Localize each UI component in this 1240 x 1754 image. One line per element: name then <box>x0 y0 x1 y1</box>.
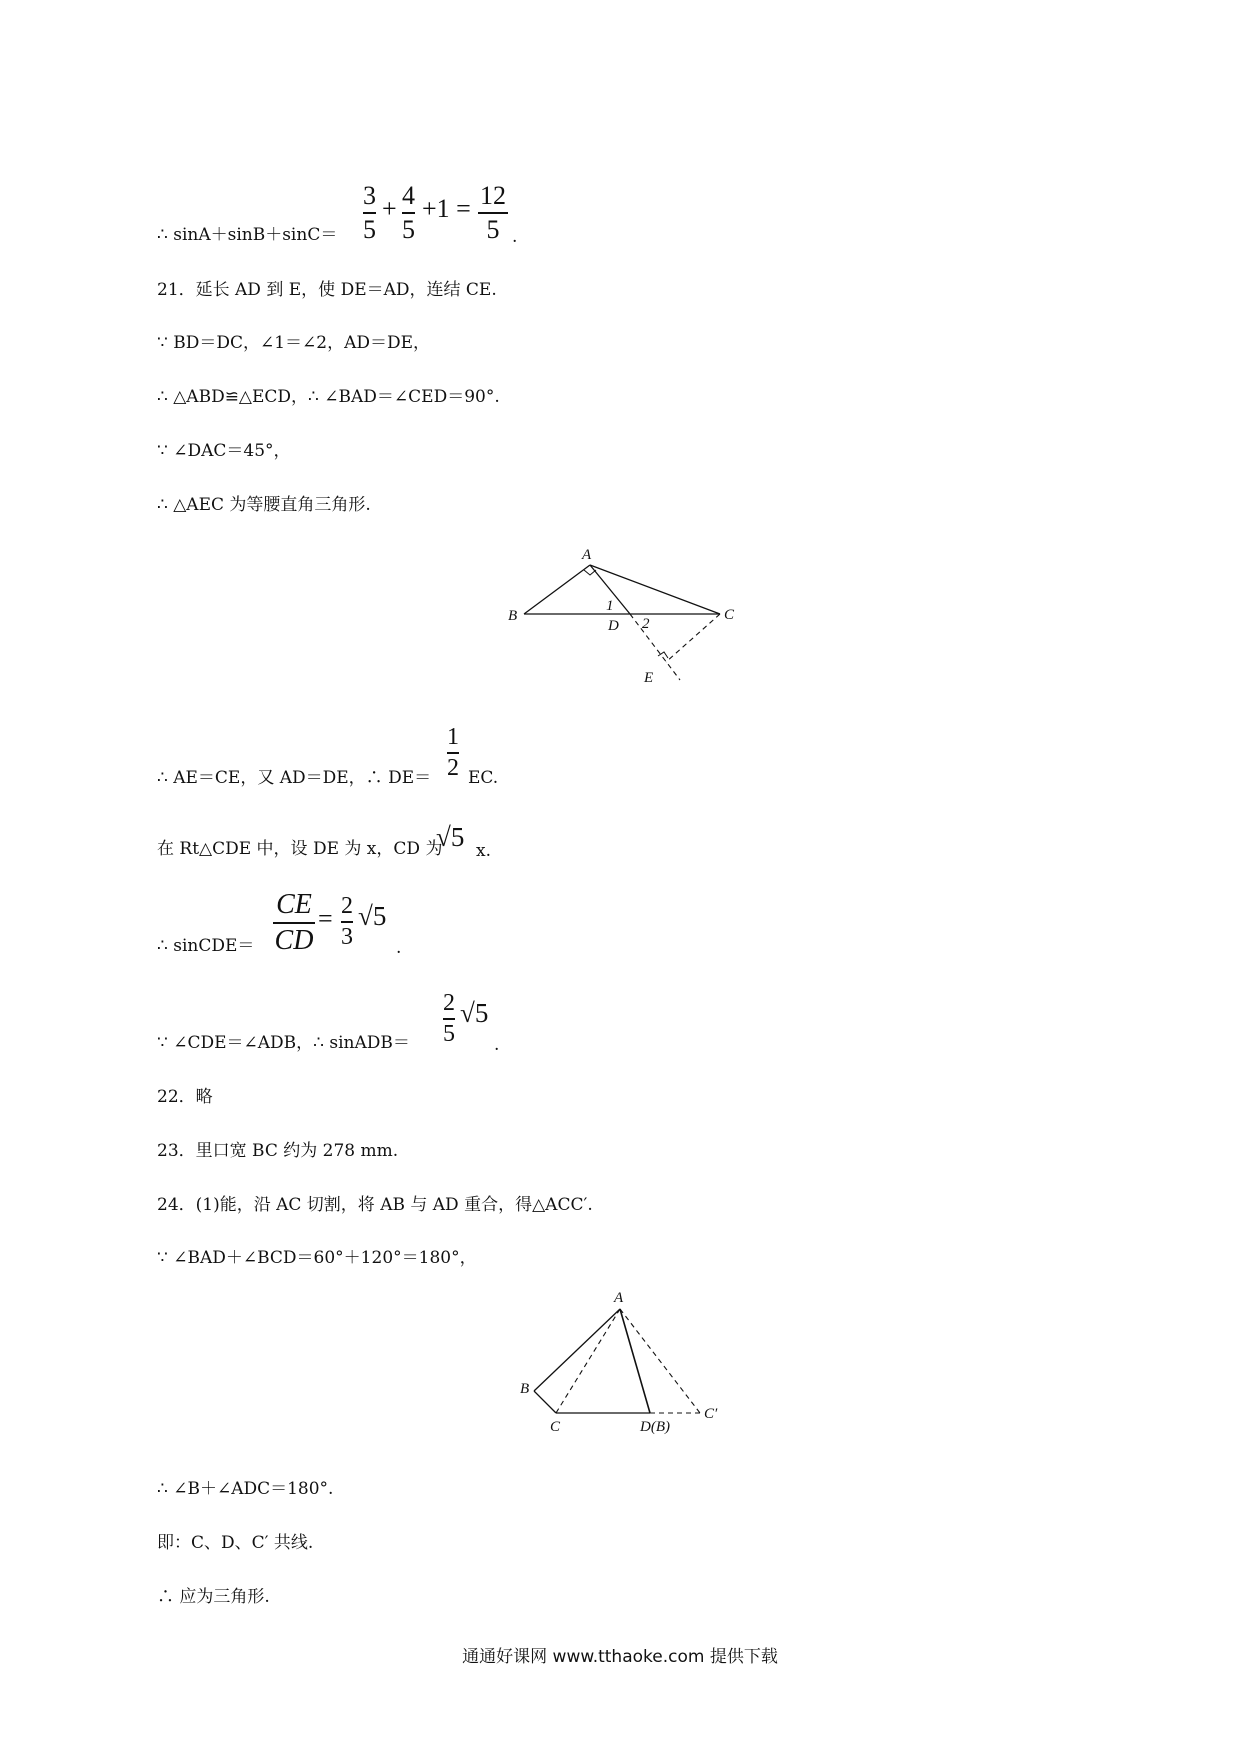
fraction-2-5: 2 5 <box>443 990 455 1047</box>
line-rt-cde-end: x. <box>476 841 491 861</box>
line-22: 22．略 <box>157 1087 213 1107</box>
plus-sign: + <box>382 194 397 223</box>
line-since-bd-dc: ∵ BD＝DC，∠1＝∠2，AD＝DE， <box>157 333 431 353</box>
line-sin-adb-text: ∵ ∠CDE＝∠ADB，∴ sinADB＝ <box>157 1033 410 1053</box>
line-sin-cde-end: . <box>396 938 402 958</box>
label-a-2: A <box>614 1290 624 1306</box>
line-collinear: 即：C、D、C′ 共线. <box>157 1533 314 1553</box>
label-c: C <box>724 607 735 623</box>
label-c-prime: C′ <box>704 1406 718 1422</box>
fraction-3-5: 3 5 <box>363 181 376 244</box>
line-23: 23．里口宽 BC 约为 278 mm. <box>157 1141 399 1161</box>
line-b-adc: ∴ ∠B＋∠ADC＝180°. <box>157 1479 334 1499</box>
line-sin-sum-text: ∴ sinA＋sinB＋sinC＝ <box>157 225 338 245</box>
label-angle-2: 2 <box>642 616 650 632</box>
fraction-1-2: 1 2 <box>447 724 459 781</box>
line-21: 21．延长 AD 到 E，使 DE＝AD，连结 CE. <box>157 280 497 300</box>
plus-one-equals: +1 = <box>422 194 471 223</box>
fraction-2-3: 2 3 <box>341 893 353 950</box>
label-b: B <box>508 608 518 624</box>
line-sin-sum <box>157 224 337 246</box>
fraction-4-5: 4 5 <box>402 181 415 244</box>
label-c-2: C <box>550 1419 561 1435</box>
line-rt-cde-text: 在 Rt△CDE 中，设 DE 为 x，CD 为 <box>157 839 443 859</box>
triangle-figure-1 <box>500 540 750 690</box>
line-sin-sum-end: . <box>512 227 518 247</box>
label-angle-1: 1 <box>606 598 614 614</box>
label-b-2: B <box>520 1381 530 1397</box>
line-isosceles-right: ∴ △AEC 为等腰直角三角形. <box>157 495 371 515</box>
page-footer: 通通好课网 www.tthaoke.com 提供下载 <box>462 1647 778 1667</box>
line-ae-ce <box>157 767 431 789</box>
sqrt-5: √5 <box>436 822 465 852</box>
line-ae-ce-text: ∴ AE＝CE，又 AD＝DE，∴ DE＝ <box>157 768 432 788</box>
triangle-figure-2 <box>510 1285 740 1450</box>
line-sin-cde <box>157 935 254 957</box>
equals-sign: = <box>318 904 333 933</box>
line-sin-adb <box>157 1032 410 1054</box>
label-a: A <box>582 547 592 563</box>
line-ae-ce-end: EC. <box>468 768 499 788</box>
sqrt-5-b: √5 <box>358 901 387 931</box>
label-d-2: D(B) <box>640 1419 670 1435</box>
line-sin-adb-end: . <box>494 1035 500 1055</box>
line-sin-cde-text: ∴ sinCDE＝ <box>157 936 255 956</box>
fraction-ce-cd: CE CD <box>274 889 314 956</box>
label-e: E <box>644 670 654 686</box>
line-24: 24．(1)能，沿 AC 切割，将 AB 与 AD 重合，得△ACC′. <box>157 1195 593 1215</box>
line-angle-sum: ∵ ∠BAD＋∠BCD＝60°＋120°＝180°， <box>157 1248 477 1268</box>
line-triangle: ∴ 应为三角形. <box>157 1587 270 1607</box>
line-congruent: ∴ △ABD≌△ECD，∴ ∠BAD＝∠CED＝90°. <box>157 387 500 407</box>
fraction-12-5: 12 5 <box>480 181 506 244</box>
label-d: D <box>608 618 619 634</box>
line-rt-cde <box>157 838 442 860</box>
sqrt-5-c: √5 <box>460 998 489 1028</box>
line-angle-dac: ∵ ∠DAC＝45°， <box>157 441 291 461</box>
